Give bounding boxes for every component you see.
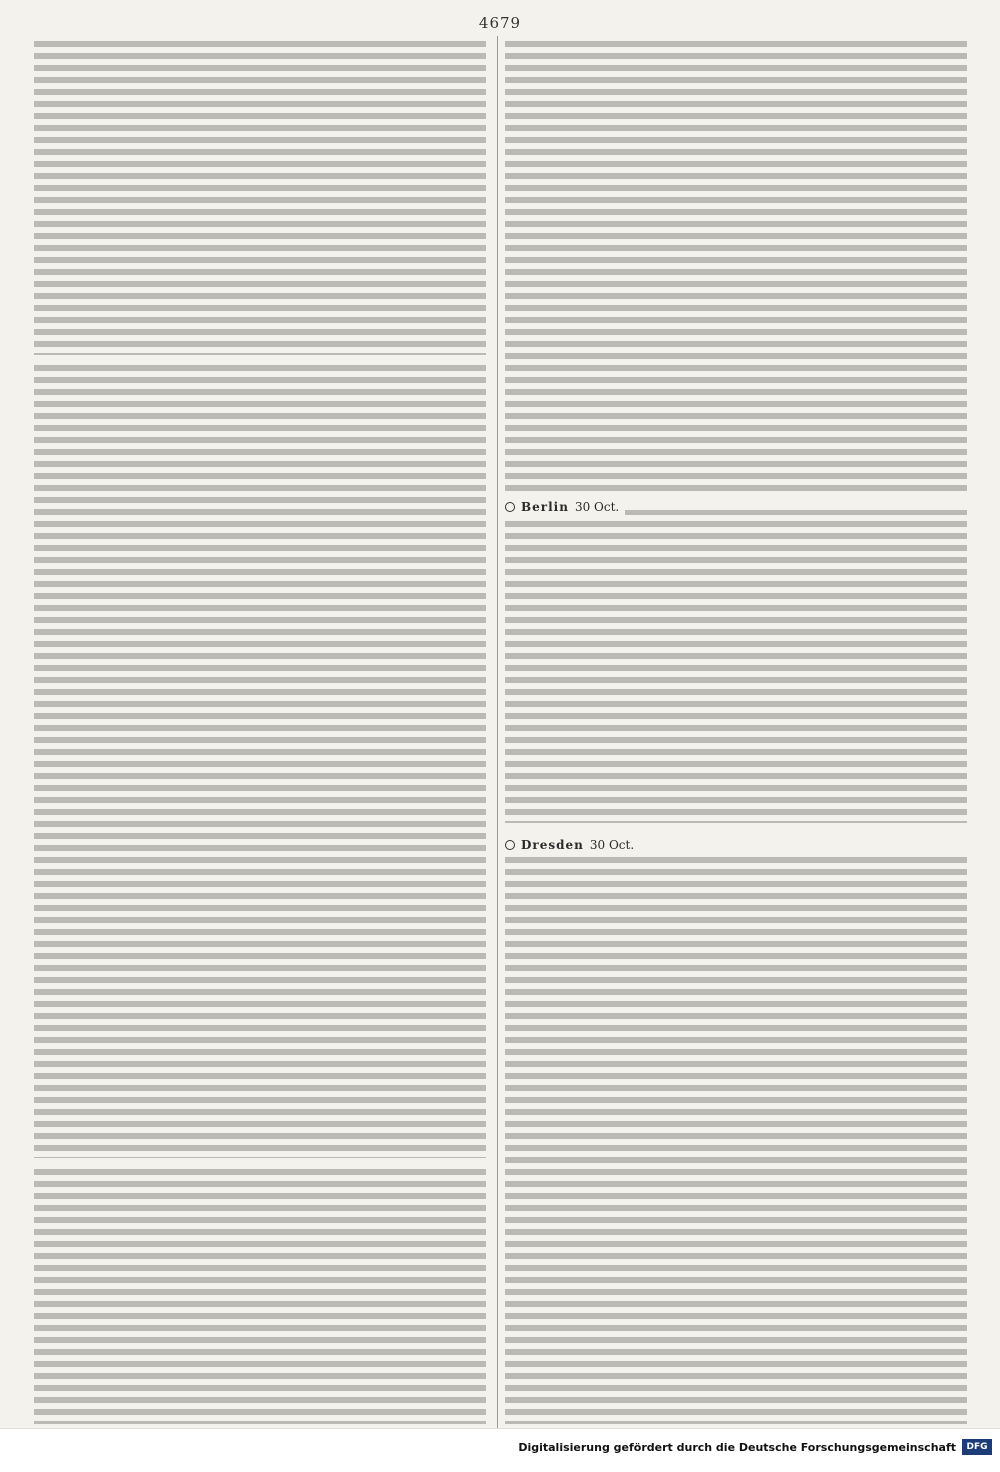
- section-mark-icon: [505, 840, 515, 850]
- column-divider: [497, 36, 498, 1428]
- left-column: [34, 38, 486, 1424]
- section-mark-icon: [505, 502, 515, 512]
- dresden-dateline: [505, 837, 640, 853]
- berlin-place: Berlin: [521, 500, 569, 514]
- dresden-place: Dresden: [521, 838, 584, 852]
- right-column: [505, 38, 967, 1424]
- digitization-footer: [0, 1428, 1000, 1472]
- dresden-date: 30 Oct.: [589, 838, 635, 852]
- page-number: 4679: [478, 14, 522, 32]
- right-column-text: [505, 38, 967, 1424]
- dfg-logo: DFG: [962, 1439, 992, 1455]
- footer-credit: Digitalisierung gefördert durch die Deutsche Forschungsgemeinschaft: [518, 1441, 956, 1454]
- berlin-date: 30 Oct.: [574, 500, 620, 514]
- berlin-dateline: [505, 499, 625, 515]
- left-column-text: [34, 38, 486, 1424]
